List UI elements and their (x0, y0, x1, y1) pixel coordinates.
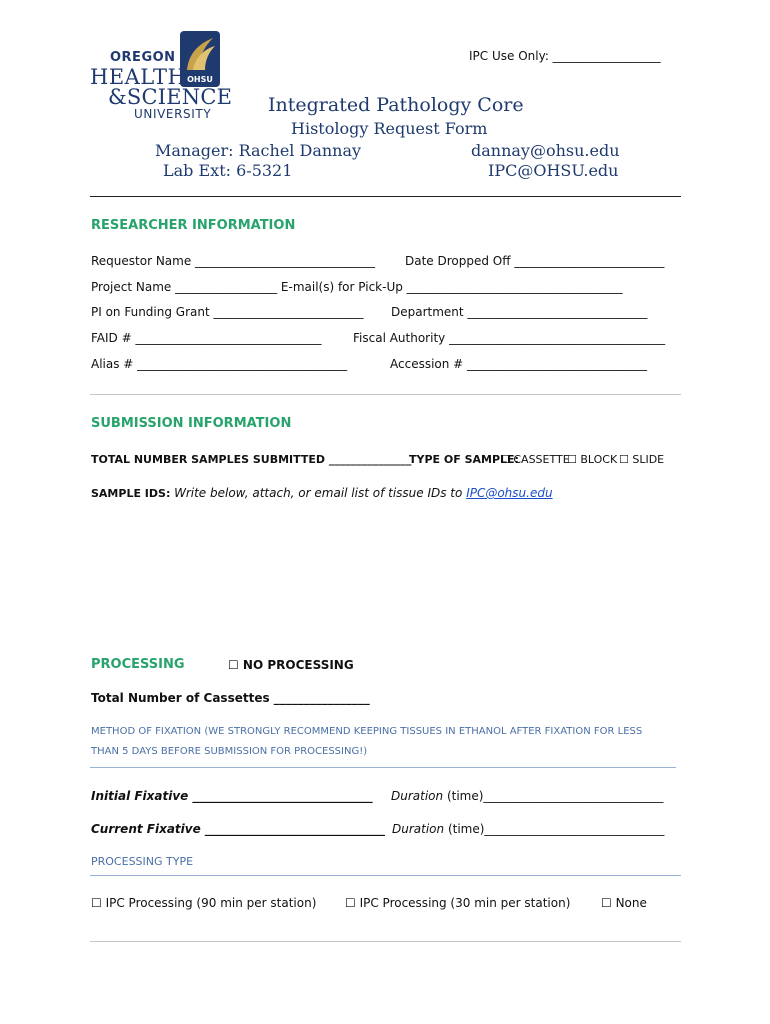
manager-email[interactable]: dannay@ohsu.edu (471, 141, 620, 160)
ipc-processing-30-checkbox[interactable]: ☐ IPC Processing (30 min per station) (345, 896, 571, 910)
alias-field[interactable]: Alias # ___________________________________ (91, 357, 348, 371)
footer-divider (90, 941, 681, 942)
department-field[interactable]: Department ______________________________ (391, 305, 648, 319)
ipc-use-only-field[interactable]: IPC Use Only: __________________ (469, 49, 661, 63)
fiscal-authority-field[interactable]: Fiscal Authority ____________________________________ (353, 331, 666, 345)
initial-duration-unit: (time)______________________________ (446, 789, 664, 803)
ipc-email[interactable]: IPC@OHSU.edu (488, 161, 619, 180)
method-fixation-line2: THAN 5 DAYS BEFORE SUBMISSION FOR PROCESSING!) (91, 746, 368, 757)
form-subtitle: Histology Request Form (291, 119, 488, 138)
logo-badge-text: OHSU (187, 75, 213, 84)
accession-field[interactable]: Accession # ______________________________ (390, 357, 648, 371)
sample-ids-instructions: Write below, attach, or email list of tissue IDs to (174, 486, 463, 500)
initial-duration-field[interactable] (391, 789, 663, 803)
requestor-name-field[interactable]: Requestor Name ______________________________ (91, 254, 376, 268)
project-email-field[interactable]: Project Name _________________ E-mail(s) for Pick-Up ____________________________________ (91, 280, 623, 294)
sample-ids-label: SAMPLE IDS: (91, 487, 171, 500)
no-processing-checkbox[interactable]: ☐ NO PROCESSING (228, 658, 354, 672)
sample-type-label: TYPE OF SAMPLE: (409, 453, 519, 466)
current-duration-unit: (time)______________________________ (447, 822, 665, 836)
ohsu-logo (90, 28, 233, 123)
processing-type-divider (90, 875, 681, 876)
type-cassette-checkbox[interactable]: ☐ CASSETTE (500, 453, 570, 466)
initial-fixative-field[interactable]: Initial Fixative ______________________________ (91, 789, 373, 803)
processing-heading: PROCESSING (91, 657, 185, 672)
current-duration-field[interactable] (392, 822, 664, 836)
faid-field[interactable]: FAID # _______________________________ (91, 331, 322, 345)
sample-ids-line (91, 486, 553, 500)
type-block-checkbox[interactable]: ☐ BLOCK (567, 453, 618, 466)
submission-heading: SUBMISSION INFORMATION (91, 416, 292, 431)
method-fixation-line1: METHOD OF FIXATION (WE STRONGLY RECOMMEND KEEPING TISSUES IN ETHANOL AFTER FIXATION FOR LESS (91, 726, 643, 737)
current-fixative-field[interactable]: Current Fixative ______________________________ (91, 822, 385, 836)
ipc-processing-90-checkbox[interactable]: ☐ IPC Processing (90 min per station) (91, 896, 317, 910)
manager-name: Manager: Rachel Dannay (155, 141, 362, 160)
method-divider (90, 767, 676, 768)
type-slide-checkbox[interactable]: ☐ SLIDE (619, 453, 665, 466)
sample-ids-email-link[interactable]: IPC@ohsu.edu (466, 486, 553, 500)
total-samples-field[interactable]: TOTAL NUMBER SAMPLES SUBMITTED _______________ (91, 453, 412, 466)
logo-university: UNIVERSITY (134, 107, 212, 121)
logo-health: HEALTH (90, 65, 187, 89)
pi-funding-field[interactable]: PI on Funding Grant _________________________ (91, 305, 364, 319)
researcher-divider (90, 394, 681, 395)
logo-oregon: OREGON (110, 50, 176, 65)
researcher-heading: RESEARCHER INFORMATION (91, 218, 296, 233)
header-divider (90, 196, 681, 197)
lab-extension: Lab Ext: 6-5321 (163, 161, 293, 180)
initial-duration-label: Duration (391, 789, 444, 803)
date-dropped-field[interactable]: Date Dropped Off _________________________ (405, 254, 665, 268)
form-title: Integrated Pathology Core (268, 94, 524, 116)
logo-science: &SCIENCE (108, 85, 233, 109)
processing-type-heading: PROCESSING TYPE (91, 855, 194, 868)
none-checkbox[interactable]: ☐ None (601, 896, 647, 910)
total-cassettes-field[interactable]: Total Number of Cassettes ________________ (91, 691, 370, 705)
current-duration-label: Duration (392, 822, 445, 836)
